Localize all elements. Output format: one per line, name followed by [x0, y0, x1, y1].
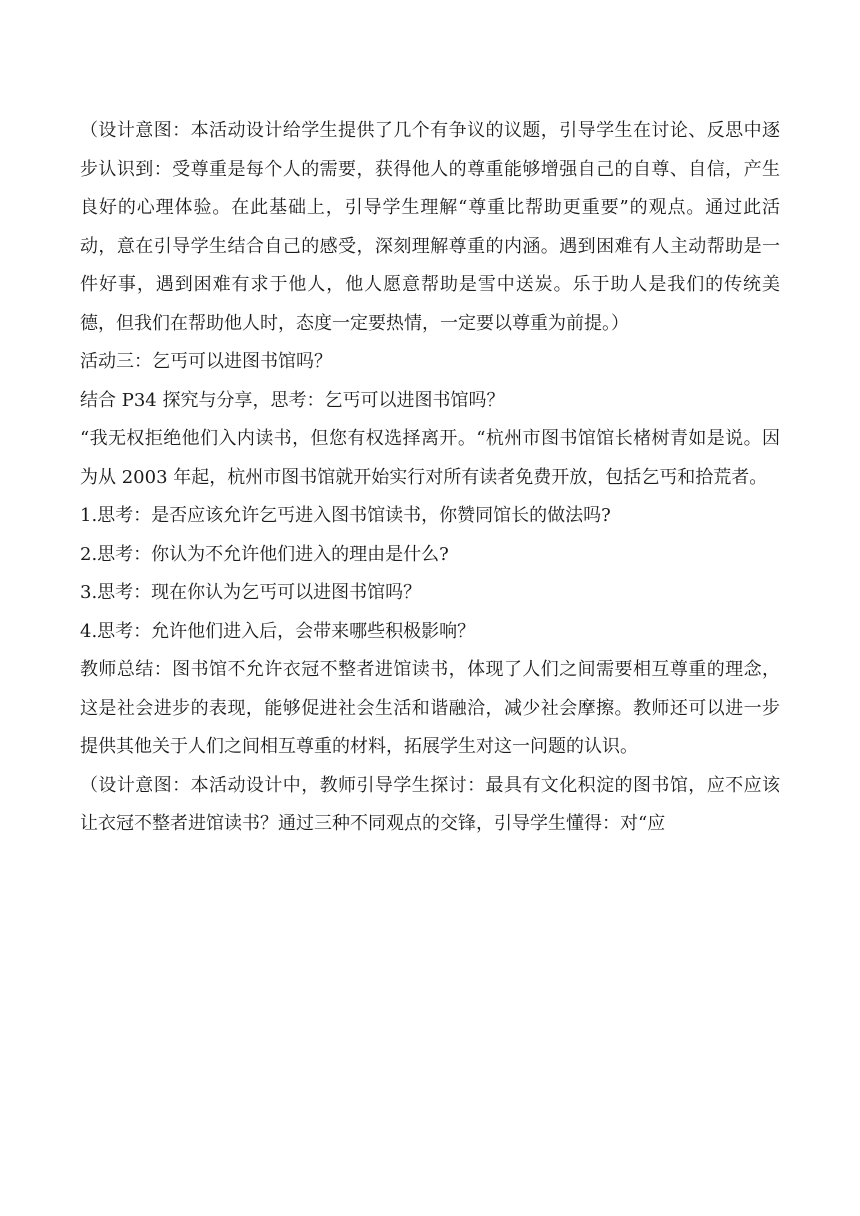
- design-intent-paragraph-1: （设计意图：本活动设计给学生提供了几个有争议的议题，引导学生在讨论、反思中逐步认识到：受尊重是每个人的需要，获得他人的尊重能够增强自己的自尊、自信，产生良好的心理体验。在此基础上，引导学生理解“尊重比帮助更重要”的观点。通过此活动，意在引导学生结合自己的感受，深刻理解尊重的内涵。遇到困难有人主动帮助是一件好事，遇到困难有求于他人，他人愿意帮助是雪中送炭。乐于助人是我们的传统美德，但我们在帮助他人时，态度一定要热情，一定要以尊重为前提。）: [80, 120, 780, 334]
- activity-three-heading: 活动三：乞丐可以进图书馆吗？: [80, 351, 332, 372]
- library-quote-paragraph: “我无权拒绝他们入内读书，但您有权选择离开。“杭州市图书馆馆长楮树青如是说。因为从 2003 年起，杭州市图书馆就开始实行对所有读者免费开放，包括乞丐和拾荒者。: [80, 428, 780, 488]
- question-4: 4.思考：允许他们进入后，会带来哪些积极影响？: [80, 620, 476, 642]
- teacher-summary-paragraph: 教师总结：图书馆不允许衣冠不整者进馆读书，体现了人们之间需要相互尊重的理念，这是社会进步的表现，能够促进社会生活和谐融洽，减少社会摩擦。教师还可以进一步提供其他关于人们之间相互尊重的材料，拓展学生对这一问题的认识。: [80, 659, 780, 757]
- design-intent-paragraph-2: （设计意图：本活动设计中，教师引导学生探讨：最具有文化积淀的图书馆，应不应该让衣冠不整者进馆读书？通过三种不同观点的交锋，引导学生懂得：对“应: [80, 774, 780, 834]
- question-2: 2.思考：你认为不允许他们进入的理由是什么?: [80, 543, 449, 565]
- question-1: 1.思考：是否应该允许乞丐进入图书馆读书，你赞同馆长的做法吗?: [80, 505, 611, 526]
- document-body: [80, 112, 780, 844]
- question-3: 3.思考：现在你认为乞丐可以进图书馆吗？: [80, 582, 422, 603]
- activity-three-prompt: 结合 P34 探究与分享，思考：乞丐可以进图书馆吗？: [80, 389, 505, 411]
